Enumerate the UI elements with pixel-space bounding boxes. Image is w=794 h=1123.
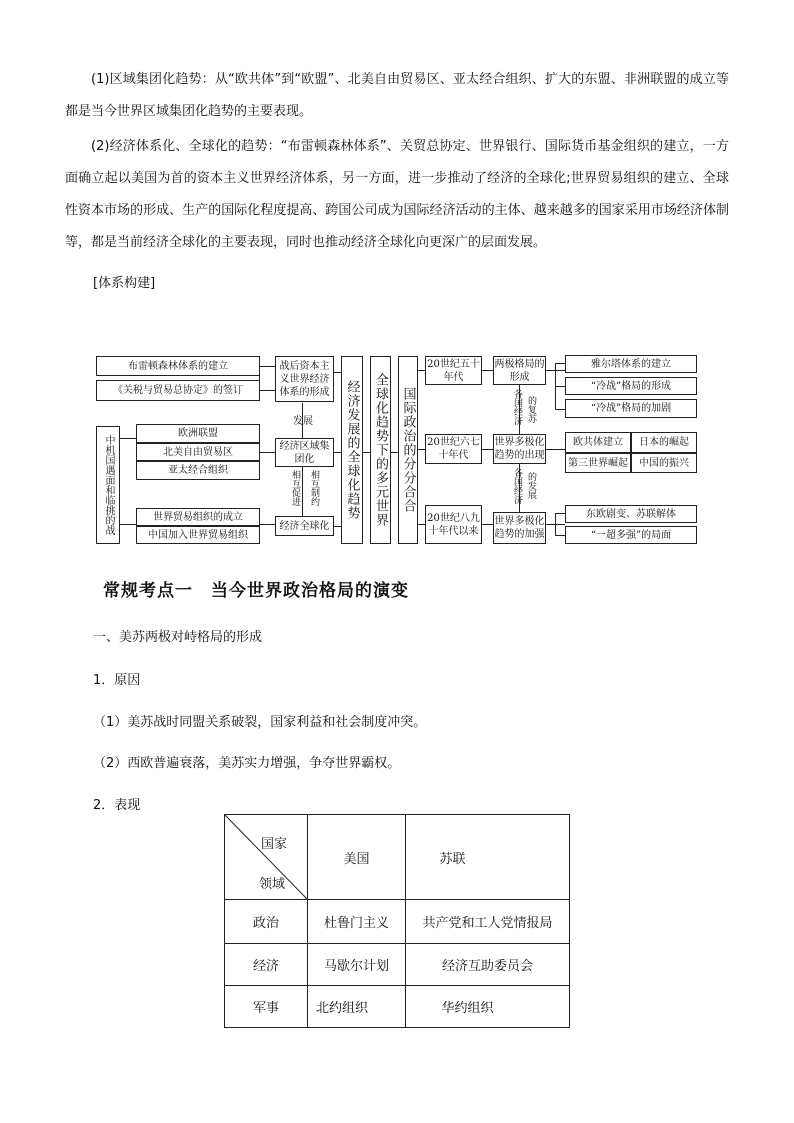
japan-rise-box: 日本的崛起 (631, 432, 697, 453)
mutual-restriction-text: 相互制约 (309, 470, 319, 506)
connector (555, 513, 565, 514)
yalta-box: 雅尔塔体系的建立 (565, 355, 697, 373)
connector (259, 390, 275, 391)
cause-title: 1．原因 (93, 673, 141, 688)
table-corner-cell (225, 815, 308, 900)
recovery-text-b: 的复苏 (526, 396, 536, 423)
connector (390, 452, 398, 453)
nafta-box: 北美自由贸易区 (136, 443, 260, 461)
connector (333, 452, 341, 453)
field-cell: 政治 (225, 900, 308, 944)
connector (259, 452, 275, 453)
period-1980s-90s: 20世纪八九十年代以来 (425, 505, 482, 544)
cause-2: （2）西欧普遍衰落，美苏实力增强，争夺世界霸权。 (93, 756, 401, 771)
globalization-box: 经济全球化 (275, 516, 334, 536)
connector (555, 409, 565, 410)
connector (333, 526, 341, 527)
intro-paragraph-2 (65, 131, 729, 259)
cold-war-intensify-box: “冷战”格局的加剧 (565, 399, 697, 418)
field-cell: 军事 (225, 986, 308, 1028)
intro-text-1: (1)区域集团化趋势：从“欧共体”到“欧盟”、北美自由贸易区、亚太经合组织、扩大的东盟、非洲联盟的成立等都是当今世界区域集团化趋势的主要表现。 (65, 72, 729, 119)
connector (545, 449, 565, 450)
cold-war-form-box: “冷战”格局的形成 (565, 377, 697, 395)
cause-1: （1）美苏战时同盟关系破裂，国家利益和社会制度冲突。 (93, 715, 427, 730)
bipolar-pattern-box: 两极格局的形成 (493, 356, 546, 385)
third-world-box: 第三世界崛起 (565, 453, 631, 473)
connector (555, 535, 565, 536)
connector (259, 524, 275, 525)
china-opportunity-box: 中机国遇面和临挑的战 (96, 426, 120, 544)
multipolar-strengthen-box: 世界多极化趋势的加强 (493, 512, 546, 544)
show-title: 2．表现 (93, 798, 141, 813)
period-1960s-70s: 20世纪六七十年代 (425, 434, 482, 464)
regional-grouping-box: 经济区域集团化 (275, 438, 334, 467)
us-cell: 北约组织 (308, 986, 406, 1028)
connector (417, 449, 425, 450)
connector (555, 513, 556, 535)
china-wto-box: 中国加入世界贸易组织 (136, 526, 260, 544)
connector (362, 452, 370, 453)
corner-country-label: 国家 (261, 837, 288, 852)
connector (481, 524, 493, 525)
connector (417, 524, 425, 525)
soviet-collapse-box: 东欧剧变、苏联解体 (565, 505, 697, 523)
connector (481, 370, 493, 371)
table-row (225, 986, 570, 1028)
eu-box: 欧洲联盟 (136, 424, 260, 443)
period-1950s: 20世纪五十年代 (425, 356, 482, 385)
corner-field-label: 领域 (259, 877, 286, 892)
su-cell: 经济互助委员会 (406, 944, 570, 986)
development-text-b: 的发展 (526, 472, 536, 499)
connector (555, 363, 565, 364)
su-cell: 华约组织 (406, 986, 570, 1028)
connector (302, 466, 303, 516)
comparison-table (224, 814, 570, 1028)
ec-founding-box: 欧共体建立 (565, 432, 631, 453)
politics-box: 国际政治的分分合合 (398, 356, 418, 544)
connector (481, 449, 493, 450)
connector (333, 372, 341, 373)
intro-paragraph-1 (65, 64, 729, 128)
header-usa: 美国 (308, 815, 406, 900)
mutual-promotion-text: 相互促进 (290, 470, 300, 506)
gatt-box: 《关税与贸易总协定》的签订 (96, 380, 260, 401)
wto-founding-box: 世界贸易组织的成立 (136, 508, 260, 526)
one-superpower-box: “一超多强”的局面 (565, 526, 697, 544)
develop-label: 发展 (293, 416, 313, 427)
bretton-woods-box: 布雷顿森林体系的建立 (96, 356, 260, 376)
recovery-text-a: 各国经济 (512, 389, 522, 425)
development-text-a: 各国经济 (512, 468, 522, 504)
section-title: 常规考点一 当今世界政治格局的演变 (103, 581, 409, 601)
header-ussr: 苏联 (406, 815, 570, 900)
system-construction-label: [体系构建] (93, 276, 156, 291)
apec-box: 亚太经合组织 (136, 461, 260, 480)
china-rise-box: 中国的振兴 (631, 453, 697, 473)
connector (555, 386, 565, 387)
table-header-row (225, 815, 570, 900)
connector (259, 366, 275, 367)
field-cell: 经济 (225, 944, 308, 986)
intro-text-2: (2)经济体系化、全球化的趋势：“布雷顿森林体系”、关贸总协定、世界银行、国际货币基金组织的建立，一方面确立起以美国为首的资本主义世界经济体系，另一方面，进一步推动了经济的全球化;世界贸易组织的建立、全球性资本市场的形成、生产的国际化程度提高、跨国公司成为国际经济活动的主体、越来越多的国家采用市场经济体制等，都是当前经济全球化的主要表现，同时也推动经济全球化向更深广的层面发展。 (65, 139, 729, 250)
subsection-title: 一、美苏两极对峙格局的形成 (93, 630, 263, 645)
table-row (225, 944, 570, 986)
postwar-economy-box: 战后资本主义世界经济体系的形成 (275, 356, 334, 402)
economic-trend-box: 经济发展的全球化趋势 (341, 356, 363, 544)
multipolar-world-box: 全球化趋势下的多元世界 (370, 356, 391, 544)
us-cell: 马歇尔计划 (308, 944, 406, 986)
multipolar-emerge-box: 世界多极化趋势的出现 (493, 434, 546, 464)
us-cell: 杜鲁门主义 (308, 900, 406, 944)
su-cell: 共产党和工人党情报局 (406, 900, 570, 944)
connector (417, 370, 425, 371)
table-row (225, 900, 570, 944)
